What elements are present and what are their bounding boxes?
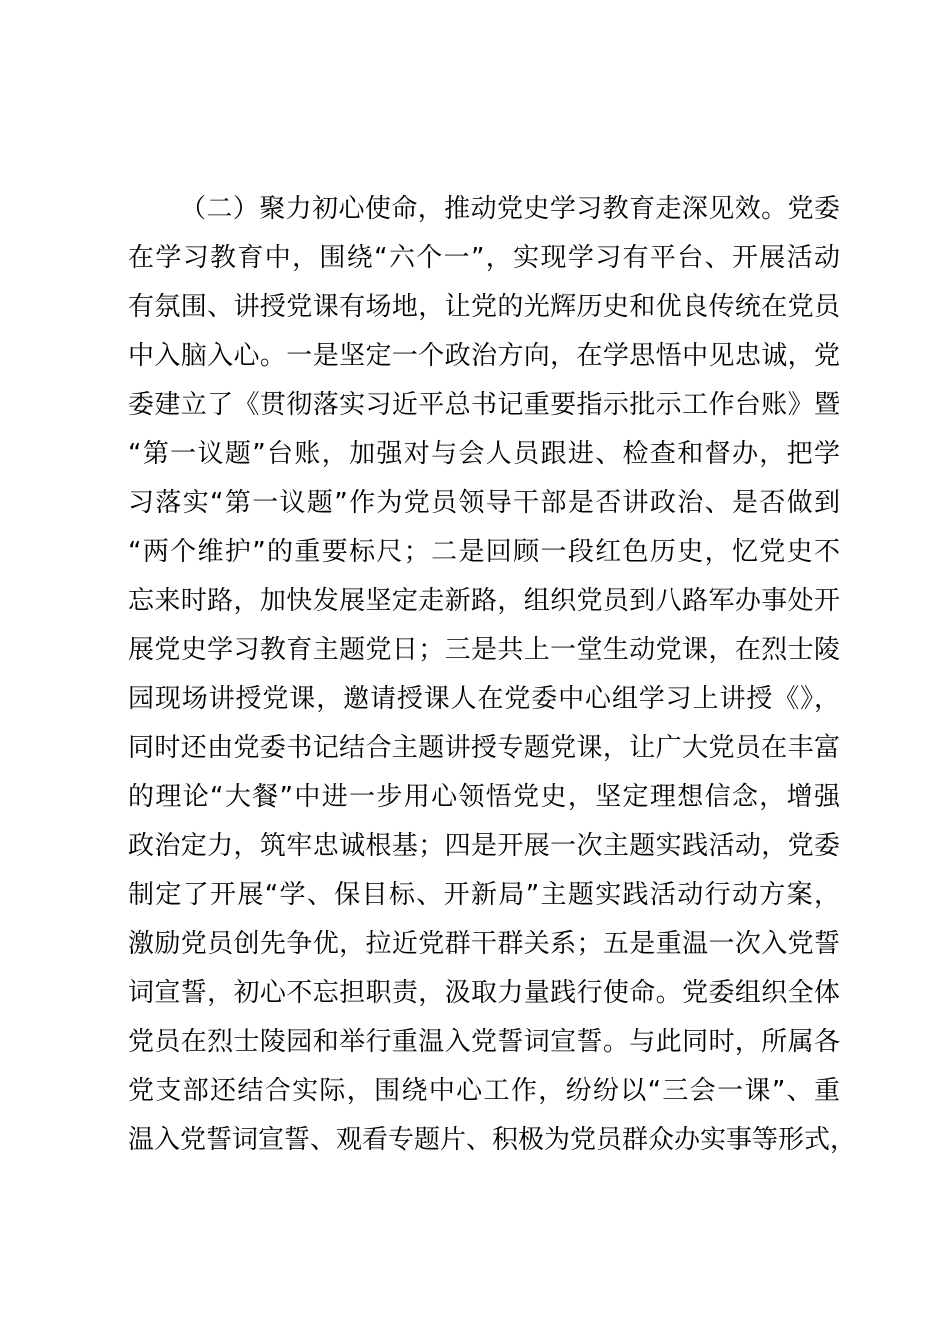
paragraph-line: 激励党员创先争优，拉近党群干群关系；五是重温一次入党誓 xyxy=(128,929,840,959)
paragraph-line: 温入党誓词宣誓、观看专题片、积极为党员群众办实事等形式， xyxy=(128,1125,857,1155)
paragraph-line: 的理论“大餐”中进一步用心领悟党史，坚定理想信念，增强 xyxy=(128,782,840,812)
paragraph-line: 党员在烈士陵园和举行重温入党誓词宣誓。与此同时，所属各 xyxy=(128,1027,840,1057)
paragraph-line: 展党史学习教育主题党日；三是共上一堂生动党课，在烈士陵 xyxy=(128,635,840,665)
paragraph-line: 在学习教育中，围绕“六个一”，实现学习有平台、开展活动 xyxy=(128,243,840,273)
paragraph-line: 词宣誓，初心不忘担职责，汲取力量践行使命。党委组织全体 xyxy=(128,978,840,1008)
paragraph-line: 制定了开展“学、保目标、开新局”主题实践活动行动方案， xyxy=(128,880,840,910)
paragraph-line: 党支部还结合实际，围绕中心工作，纷纷以“三会一课”、重 xyxy=(128,1076,840,1106)
paragraph-line: 同时还由党委书记结合主题讲授专题党课，让广大党员在丰富 xyxy=(128,733,840,763)
paragraph-line: “第一议题”台账，加强对与会人员跟进、检查和督办，把学 xyxy=(128,439,840,469)
paragraph-line: 忘来时路，加快发展坚定走新路，组织党员到八路军办事处开 xyxy=(128,586,840,616)
paragraph-line: 政治定力，筑牢忠诚根基；四是开展一次主题实践活动，党委 xyxy=(128,831,840,861)
paragraph-line: “两个维护”的重要标尺；二是回顾一段红色历史，忆党史不 xyxy=(128,537,840,567)
paragraph-line: 委建立了《贯彻落实习近平总书记重要指示批示工作台账》暨 xyxy=(128,390,840,420)
paragraph-line: 有氛围、讲授党课有场地，让党的光辉历史和优良传统在党员 xyxy=(128,292,840,322)
paragraph-line: 中入脑入心。一是坚定一个政治方向，在学思悟中见忠诚，党 xyxy=(128,341,840,371)
paragraph-line: 园现场讲授党课，邀请授课人在党委中心组学习上讲授《》， xyxy=(128,684,840,714)
paragraph-line: （二）聚力初心使命，推动党史学习教育走深见效。党委 xyxy=(180,194,840,224)
paragraph-line: 习落实“第一议题”作为党员领导干部是否讲政治、是否做到 xyxy=(128,488,840,518)
